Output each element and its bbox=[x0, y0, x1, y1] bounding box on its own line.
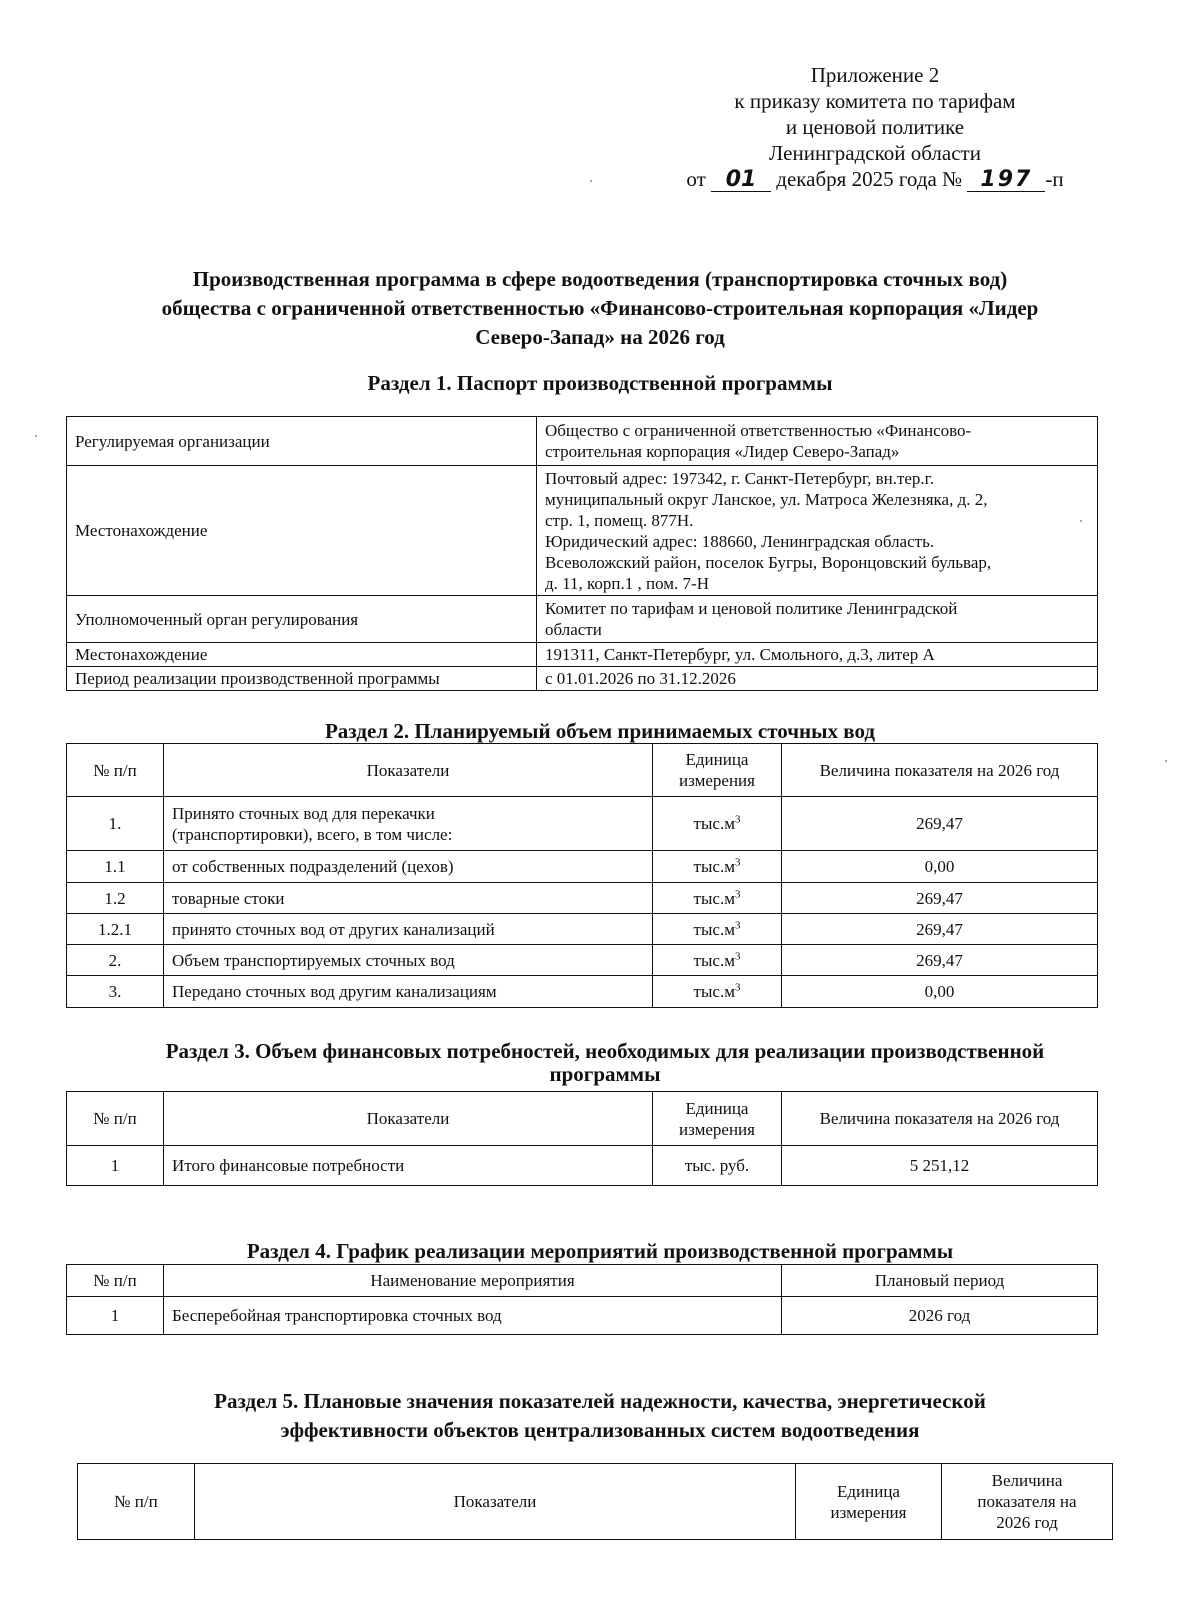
row-value: 269,47 bbox=[782, 945, 1098, 976]
column-header-num: № п/п bbox=[67, 744, 164, 797]
section-5-heading: Раздел 5. Плановые значения показателей надежности, качества, энергетической эффективности объектов централизованных систем водоотведения bbox=[214, 1389, 986, 1442]
row-indicator: от собственных подразделений (цехов) bbox=[164, 851, 653, 883]
row-period: 2026 год bbox=[782, 1297, 1098, 1335]
row-num: 1.1 bbox=[67, 851, 164, 883]
column-header-value: Величина показателя на 2026 год bbox=[942, 1464, 1113, 1540]
column-header-indicator: Показатели bbox=[195, 1464, 796, 1540]
passport-row-regulator bbox=[67, 596, 1098, 643]
column-header-num: № п/п bbox=[67, 1265, 164, 1297]
appendix-line-4: Ленинградской области bbox=[769, 141, 981, 165]
column-header-unit: Единица измерения bbox=[653, 744, 782, 797]
row-num: 2. bbox=[67, 945, 164, 976]
document-title bbox=[60, 265, 1140, 352]
row-unit: $тыс.м^3$ bbox=[653, 797, 782, 851]
row-value: 0,00 bbox=[782, 851, 1098, 883]
order-suffix: -п bbox=[1045, 167, 1064, 191]
passport-value: Комитет по тарифам и ценовой политике Ленинградской области bbox=[537, 596, 1098, 643]
row-indicator: принято сточных вод от других канализаций bbox=[164, 914, 653, 945]
reliability-indicators-table bbox=[77, 1463, 1113, 1540]
row-num: 1 bbox=[67, 1297, 164, 1335]
scan-speck bbox=[1165, 760, 1167, 762]
order-month-year: декабря 2025 года № bbox=[776, 167, 963, 191]
row-name: Бесперебойная транспортировка сточных вод bbox=[164, 1297, 782, 1335]
row-indicator: Принято сточных вод для перекачки (транспортировки), всего, в том числе: bbox=[164, 797, 653, 851]
passport-label: Местонахождение bbox=[67, 466, 537, 596]
passport-row-period bbox=[67, 667, 1098, 691]
table-header-row bbox=[67, 744, 1098, 797]
financial-needs-table bbox=[66, 1091, 1098, 1186]
table-row bbox=[67, 976, 1098, 1008]
row-unit: $тыс.м^3$ bbox=[653, 945, 782, 976]
passport-row-regulator-location bbox=[67, 643, 1098, 667]
appendix-line-3: и ценовой политике bbox=[785, 115, 965, 139]
table-header-row bbox=[78, 1464, 1113, 1540]
row-unit: $тыс.м^3$ bbox=[653, 914, 782, 945]
row-num: 1.2 bbox=[67, 883, 164, 914]
passport-label: Регулируемая организации bbox=[67, 417, 537, 466]
passport-value: с 01.01.2026 по 31.12.2026 bbox=[537, 667, 1098, 691]
table-row bbox=[67, 851, 1098, 883]
passport-table bbox=[66, 416, 1098, 691]
table-row bbox=[67, 797, 1098, 851]
passport-value: 191311, Санкт-Петербург, ул. Смольного, д.3, литер А bbox=[537, 643, 1098, 667]
title-line-3: Северо-Запад» на 2026 год bbox=[475, 325, 725, 349]
table-header-row bbox=[67, 1265, 1098, 1297]
row-unit: $тыс.м^3$ bbox=[653, 976, 782, 1008]
appendix-line-2: к приказу комитета по тарифам bbox=[734, 89, 1016, 113]
column-header-name: Наименование мероприятия bbox=[164, 1265, 782, 1297]
passport-label: Местонахождение bbox=[67, 643, 537, 667]
section-3-heading: Раздел 3. Объем финансовых потребностей, необходимых для реализации производственной программы bbox=[165, 1039, 1045, 1086]
column-header-indicator: Показатели bbox=[164, 744, 653, 797]
passport-row-organization bbox=[67, 417, 1098, 466]
order-line bbox=[640, 166, 1110, 192]
column-header-num: № п/п bbox=[78, 1464, 195, 1540]
order-number-handwritten: 197 bbox=[967, 169, 1045, 192]
row-unit: тыс. руб. bbox=[653, 1146, 782, 1186]
row-indicator: Объем транспортируемых сточных вод bbox=[164, 945, 653, 976]
table-row bbox=[67, 1146, 1098, 1186]
row-num: 1.2.1 bbox=[67, 914, 164, 945]
row-value: 269,47 bbox=[782, 797, 1098, 851]
column-header-unit: Единица измерения bbox=[796, 1464, 942, 1540]
title-line-1: Производственная программа в сфере водоотведения (транспортировка сточных вод) bbox=[192, 267, 1008, 291]
order-prefix: от bbox=[686, 167, 706, 191]
wastewater-volume-table bbox=[66, 743, 1098, 1008]
section-4-heading: Раздел 4. График реализации мероприятий производственной программы bbox=[246, 1239, 954, 1263]
row-value: 269,47 bbox=[782, 914, 1098, 945]
row-unit: $тыс.м^3$ bbox=[653, 851, 782, 883]
row-indicator: Итого финансовые потребности bbox=[164, 1146, 653, 1186]
table-row bbox=[67, 1297, 1098, 1335]
passport-label: Период реализации производственной программы bbox=[67, 667, 537, 691]
column-header-indicator: Показатели bbox=[164, 1092, 653, 1146]
column-header-value: Величина показателя на 2026 год bbox=[782, 744, 1098, 797]
table-row bbox=[67, 914, 1098, 945]
column-header-value: Величина показателя на 2026 год bbox=[782, 1092, 1098, 1146]
row-value: 5 251,12 bbox=[782, 1146, 1098, 1186]
table-header-row bbox=[67, 1092, 1098, 1146]
row-num: 3. bbox=[67, 976, 164, 1008]
table-row bbox=[67, 945, 1098, 976]
passport-value: Общество с ограниченной ответственностью «Финансово- строительная корпорация «Лидер Северо-Запад» bbox=[537, 417, 1098, 466]
section-2-heading: Раздел 2. Планируемый объем принимаемых сточных вод bbox=[324, 719, 876, 743]
appendix-title: Приложение 2 bbox=[810, 63, 940, 87]
order-day-handwritten: 01 bbox=[711, 169, 771, 192]
passport-label: Уполномоченный орган регулирования bbox=[67, 596, 537, 643]
passport-value: Почтовый адрес: 197342, г. Санкт-Петербург, вн.тер.г. муниципальный округ Ланское, ул. Матроса Железняка, д. 2, стр. 1, помещ. 877Н. Юридический адрес: 188660, Ленинградская область. Всеволожский район, поселок Бугры, Воронцовский бульвар, д. 11, корп.1 , пом. 7-Н bbox=[537, 466, 1098, 596]
section-1-heading: Раздел 1. Паспорт производственной программы bbox=[367, 371, 833, 395]
passport-row-location bbox=[67, 466, 1098, 596]
scan-speck bbox=[35, 435, 37, 437]
appendix-header bbox=[640, 62, 1110, 192]
title-line-2: общества с ограниченной ответственностью «Финансово-строительная корпорация «Лидер bbox=[161, 296, 1039, 320]
column-header-unit: Единица измерения bbox=[653, 1092, 782, 1146]
row-indicator: Передано сточных вод другим канализациям bbox=[164, 976, 653, 1008]
column-header-period: Плановый период bbox=[782, 1265, 1098, 1297]
activities-schedule-table bbox=[66, 1264, 1098, 1335]
row-num: 1 bbox=[67, 1146, 164, 1186]
scan-speck bbox=[590, 180, 592, 182]
row-value: 0,00 bbox=[782, 976, 1098, 1008]
row-num: 1. bbox=[67, 797, 164, 851]
row-value: 269,47 bbox=[782, 883, 1098, 914]
row-indicator: товарные стоки bbox=[164, 883, 653, 914]
row-unit: $тыс.м^3$ bbox=[653, 883, 782, 914]
column-header-num: № п/п bbox=[67, 1092, 164, 1146]
scan-speck bbox=[1080, 520, 1082, 522]
table-row bbox=[67, 883, 1098, 914]
